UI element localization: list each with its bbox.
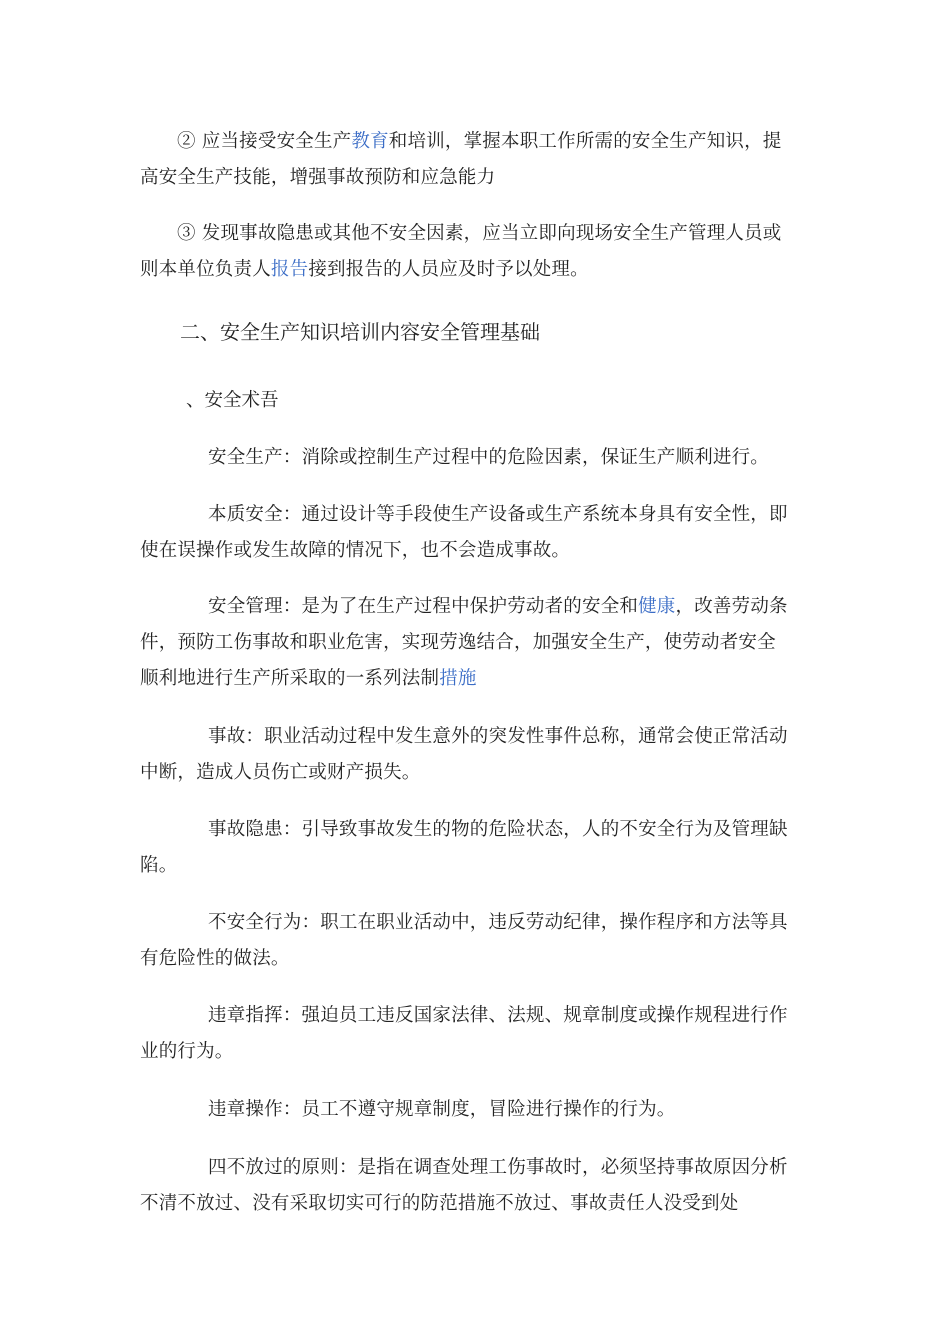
paragraph-text: ② 应当接受安全生产: [177, 131, 352, 152]
definition-hazard: 事故隐患：引导致事故发生的物的危险状态，人的不安全行为及管理缺陷。: [140, 819, 788, 876]
definition-illegal-command: 违章指挥：强迫员工违反国家法律、法规、规章制度或操作规程进行作业的行为。: [140, 1005, 788, 1062]
paragraph-item-3: [140, 216, 790, 288]
definition-illegal-operation: 违章操作：员工不遵守规章制度，冒险进行操作的行为。: [208, 1099, 676, 1120]
link-health[interactable]: 健康: [638, 596, 676, 617]
definition-accident: 事故：职业活动过程中发生意外的突发性事件总称，通常会使正常活动中断，造成人员伤亡或财产损失。: [140, 726, 788, 783]
paragraph-item-2: [140, 124, 790, 196]
definition-safe-production: 安全生产：消除或控制生产过程中的危险因素，保证生产顺利进行。: [208, 447, 770, 468]
definition-four-principles: 四不放过的原则：是指在调查处理工伤事故时，必须坚持事故原因分析不清不放过、没有采取切实可行的防范措施不放过、事故责任人没受到处: [140, 1157, 788, 1214]
paragraph-text: 接到报告的人员应及时予以处理。: [308, 259, 589, 280]
definition-intrinsic-safety: 本质安全：通过设计等手段使生产设备或生产系统本身具有安全性，即使在误操作或发生故障的情况下，也不会造成事故。: [140, 504, 788, 561]
link-education[interactable]: 教育: [351, 131, 389, 152]
definition-unsafe-behavior: 不安全行为：职工在职业活动中，违反劳动纪律，操作程序和方法等具有危险性的做法。: [140, 912, 788, 969]
link-measures[interactable]: 措施: [439, 668, 477, 689]
link-report[interactable]: 报告: [270, 259, 309, 280]
paragraph-text: ③ 发现事故隐患或其他不安全因素，应当立即向现场安全生产管理人员或则本单位负责人: [140, 223, 782, 280]
paragraph-text: 安全管理：是为了在生产过程中保护劳动者的安全和: [208, 596, 639, 617]
paragraph-text: ，改善劳动条件，预防工伤事故和职业危害，实现劳逸结合，加强安全生产，使劳动者安全顺利地进行生产所采取的一系列法制: [140, 596, 788, 689]
section-heading: 二、安全生产知识培训内容安全管理基础: [180, 320, 540, 344]
paragraph-text: 和培训，掌握本职工作所需的安全生产知识，提高安全生产技能，增强事故预防和应急能力: [140, 131, 782, 188]
subsection-heading: 、安全术吾: [186, 390, 279, 411]
definition-safety-management: [140, 589, 790, 697]
